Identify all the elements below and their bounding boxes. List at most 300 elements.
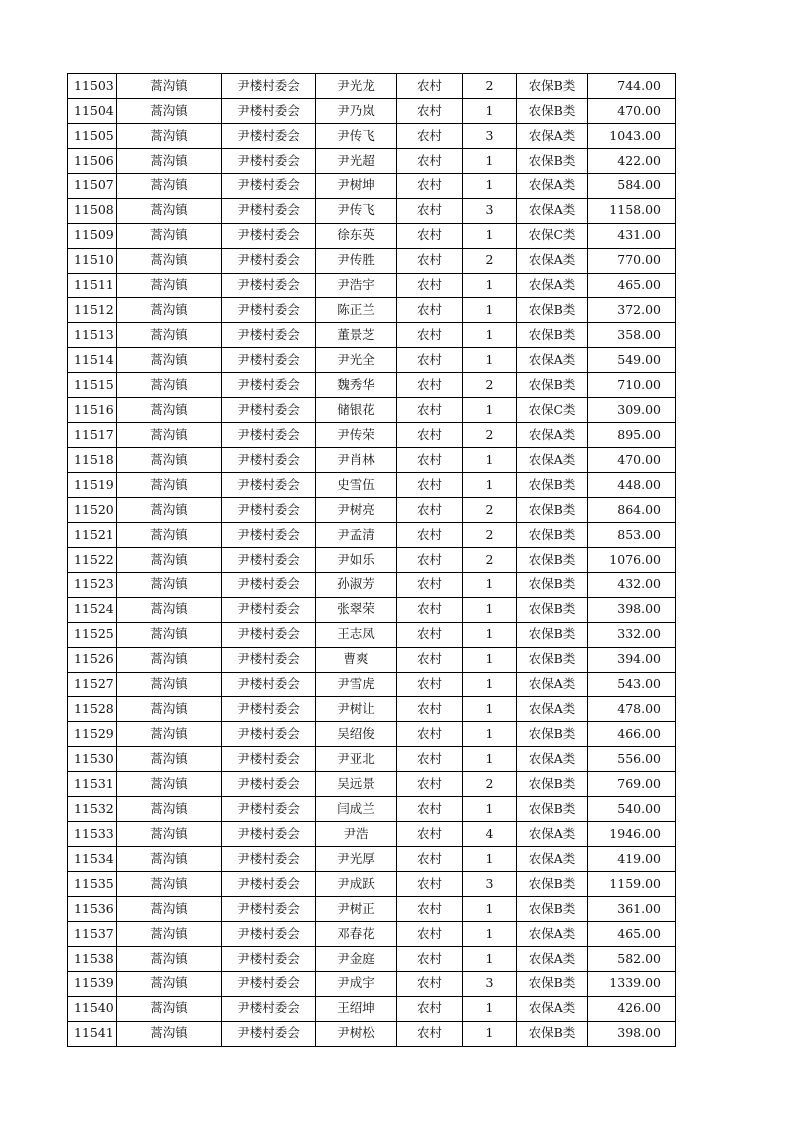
serial-number-cell: 11537 [68, 921, 117, 946]
household-size-cell: 3 [463, 123, 517, 148]
household-size-cell: 1 [463, 996, 517, 1021]
name-cell: 闫成兰 [316, 797, 397, 822]
serial-number-cell: 11509 [68, 223, 117, 248]
insurance-category-cell: 农保B类 [517, 323, 588, 348]
name-cell: 尹乃岚 [316, 98, 397, 123]
amount-cell: 582.00 [588, 946, 676, 971]
household-type-cell: 农村 [397, 747, 463, 772]
table-row [68, 148, 676, 173]
insurance-category-cell: 农保A类 [517, 173, 588, 198]
household-type-cell: 农村 [397, 473, 463, 498]
town-cell: 蒿沟镇 [117, 996, 222, 1021]
village-committee-cell: 尹楼村委会 [222, 348, 316, 373]
serial-number-cell: 11519 [68, 473, 117, 498]
table-row [68, 622, 676, 647]
insurance-category-cell: 农保A类 [517, 946, 588, 971]
village-committee-cell: 尹楼村委会 [222, 497, 316, 522]
amount-cell: 1076.00 [588, 547, 676, 572]
table-row [68, 772, 676, 797]
name-cell: 尹孟清 [316, 522, 397, 547]
table-row [68, 398, 676, 423]
village-committee-cell: 尹楼村委会 [222, 847, 316, 872]
town-cell: 蒿沟镇 [117, 198, 222, 223]
household-type-cell: 农村 [397, 547, 463, 572]
amount-cell: 540.00 [588, 797, 676, 822]
household-type-cell: 农村 [397, 148, 463, 173]
amount-cell: 584.00 [588, 173, 676, 198]
insurance-category-cell: 农保B类 [517, 497, 588, 522]
household-size-cell: 1 [463, 697, 517, 722]
insurance-category-cell: 农保B类 [517, 74, 588, 99]
household-size-cell: 1 [463, 797, 517, 822]
insurance-category-cell: 农保B类 [517, 522, 588, 547]
village-committee-cell: 尹楼村委会 [222, 148, 316, 173]
table-row [68, 672, 676, 697]
village-committee-cell: 尹楼村委会 [222, 797, 316, 822]
household-type-cell: 农村 [397, 722, 463, 747]
insurance-category-cell: 农保A类 [517, 248, 588, 273]
serial-number-cell: 11513 [68, 323, 117, 348]
table-row [68, 497, 676, 522]
serial-number-cell: 11506 [68, 148, 117, 173]
village-committee-cell: 尹楼村委会 [222, 572, 316, 597]
insurance-category-cell: 农保B类 [517, 971, 588, 996]
name-cell: 尹树正 [316, 896, 397, 921]
table-row [68, 373, 676, 398]
table-row [68, 273, 676, 298]
village-committee-cell: 尹楼村委会 [222, 722, 316, 747]
serial-number-cell: 11515 [68, 373, 117, 398]
village-committee-cell: 尹楼村委会 [222, 772, 316, 797]
household-size-cell: 1 [463, 722, 517, 747]
name-cell: 尹光龙 [316, 74, 397, 99]
household-type-cell: 农村 [397, 223, 463, 248]
amount-cell: 1159.00 [588, 872, 676, 897]
household-size-cell: 1 [463, 173, 517, 198]
household-size-cell: 2 [463, 74, 517, 99]
name-cell: 董景芝 [316, 323, 397, 348]
serial-number-cell: 11520 [68, 497, 117, 522]
town-cell: 蒿沟镇 [117, 473, 222, 498]
name-cell: 徐东英 [316, 223, 397, 248]
household-size-cell: 2 [463, 423, 517, 448]
village-committee-cell: 尹楼村委会 [222, 1021, 316, 1046]
name-cell: 尹树松 [316, 1021, 397, 1046]
amount-cell: 895.00 [588, 423, 676, 448]
insurance-category-cell: 农保B类 [517, 373, 588, 398]
name-cell: 尹传飞 [316, 198, 397, 223]
amount-cell: 1946.00 [588, 822, 676, 847]
village-committee-cell: 尹楼村委会 [222, 223, 316, 248]
name-cell: 尹雪虎 [316, 672, 397, 697]
household-size-cell: 1 [463, 273, 517, 298]
town-cell: 蒿沟镇 [117, 248, 222, 273]
table-row [68, 647, 676, 672]
town-cell: 蒿沟镇 [117, 797, 222, 822]
town-cell: 蒿沟镇 [117, 946, 222, 971]
name-cell: 尹成跃 [316, 872, 397, 897]
table-row [68, 946, 676, 971]
table-row [68, 722, 676, 747]
village-committee-cell: 尹楼村委会 [222, 996, 316, 1021]
serial-number-cell: 11504 [68, 98, 117, 123]
serial-number-cell: 11530 [68, 747, 117, 772]
insurance-category-cell: 农保B类 [517, 148, 588, 173]
name-cell: 尹肖林 [316, 448, 397, 473]
town-cell: 蒿沟镇 [117, 672, 222, 697]
serial-number-cell: 11512 [68, 298, 117, 323]
town-cell: 蒿沟镇 [117, 148, 222, 173]
town-cell: 蒿沟镇 [117, 896, 222, 921]
insurance-category-cell: 农保A类 [517, 348, 588, 373]
village-committee-cell: 尹楼村委会 [222, 672, 316, 697]
insurance-category-cell: 农保B类 [517, 597, 588, 622]
household-type-cell: 农村 [397, 198, 463, 223]
table-row [68, 847, 676, 872]
amount-cell: 465.00 [588, 273, 676, 298]
amount-cell: 448.00 [588, 473, 676, 498]
serial-number-cell: 11531 [68, 772, 117, 797]
town-cell: 蒿沟镇 [117, 921, 222, 946]
table-row [68, 996, 676, 1021]
village-committee-cell: 尹楼村委会 [222, 373, 316, 398]
name-cell: 尹光厚 [316, 847, 397, 872]
table-row [68, 522, 676, 547]
household-type-cell: 农村 [397, 123, 463, 148]
household-type-cell: 农村 [397, 497, 463, 522]
town-cell: 蒿沟镇 [117, 597, 222, 622]
household-type-cell: 农村 [397, 173, 463, 198]
serial-number-cell: 11540 [68, 996, 117, 1021]
serial-number-cell: 11526 [68, 647, 117, 672]
serial-number-cell: 11539 [68, 971, 117, 996]
insurance-category-cell: 农保B类 [517, 896, 588, 921]
village-committee-cell: 尹楼村委会 [222, 971, 316, 996]
household-type-cell: 农村 [397, 572, 463, 597]
table-row [68, 423, 676, 448]
village-committee-cell: 尹楼村委会 [222, 522, 316, 547]
insurance-category-cell: 农保B类 [517, 622, 588, 647]
amount-cell: 556.00 [588, 747, 676, 772]
village-committee-cell: 尹楼村委会 [222, 173, 316, 198]
town-cell: 蒿沟镇 [117, 772, 222, 797]
table-row [68, 223, 676, 248]
serial-number-cell: 11525 [68, 622, 117, 647]
name-cell: 吴远景 [316, 772, 397, 797]
household-size-cell: 3 [463, 198, 517, 223]
insurance-category-cell: 农保A类 [517, 697, 588, 722]
name-cell: 张翠荣 [316, 597, 397, 622]
town-cell: 蒿沟镇 [117, 123, 222, 148]
amount-cell: 426.00 [588, 996, 676, 1021]
household-type-cell: 农村 [397, 797, 463, 822]
name-cell: 邓春花 [316, 921, 397, 946]
household-type-cell: 农村 [397, 248, 463, 273]
name-cell: 尹传胜 [316, 248, 397, 273]
town-cell: 蒿沟镇 [117, 872, 222, 897]
town-cell: 蒿沟镇 [117, 847, 222, 872]
household-size-cell: 1 [463, 747, 517, 772]
town-cell: 蒿沟镇 [117, 497, 222, 522]
village-committee-cell: 尹楼村委会 [222, 123, 316, 148]
town-cell: 蒿沟镇 [117, 398, 222, 423]
household-size-cell: 1 [463, 348, 517, 373]
household-size-cell: 2 [463, 373, 517, 398]
insurance-category-cell: 农保C类 [517, 223, 588, 248]
amount-cell: 744.00 [588, 74, 676, 99]
amount-cell: 372.00 [588, 298, 676, 323]
table-row [68, 697, 676, 722]
village-committee-cell: 尹楼村委会 [222, 697, 316, 722]
serial-number-cell: 11510 [68, 248, 117, 273]
amount-cell: 465.00 [588, 921, 676, 946]
town-cell: 蒿沟镇 [117, 647, 222, 672]
serial-number-cell: 11516 [68, 398, 117, 423]
household-type-cell: 农村 [397, 1021, 463, 1046]
household-type-cell: 农村 [397, 323, 463, 348]
insurance-category-cell: 农保B类 [517, 1021, 588, 1046]
household-size-cell: 1 [463, 448, 517, 473]
insurance-category-cell: 农保B类 [517, 872, 588, 897]
household-size-cell: 2 [463, 772, 517, 797]
table-row [68, 348, 676, 373]
household-type-cell: 农村 [397, 946, 463, 971]
insurance-category-cell: 农保A类 [517, 847, 588, 872]
table-body [68, 74, 676, 1047]
table-row [68, 198, 676, 223]
insurance-category-cell: 农保B类 [517, 473, 588, 498]
household-size-cell: 1 [463, 323, 517, 348]
amount-cell: 466.00 [588, 722, 676, 747]
town-cell: 蒿沟镇 [117, 448, 222, 473]
town-cell: 蒿沟镇 [117, 74, 222, 99]
amount-cell: 1339.00 [588, 971, 676, 996]
serial-number-cell: 11541 [68, 1021, 117, 1046]
serial-number-cell: 11518 [68, 448, 117, 473]
village-committee-cell: 尹楼村委会 [222, 473, 316, 498]
household-size-cell: 1 [463, 672, 517, 697]
name-cell: 尹如乐 [316, 547, 397, 572]
beneficiary-table [67, 73, 676, 1047]
household-size-cell: 1 [463, 896, 517, 921]
amount-cell: 332.00 [588, 622, 676, 647]
household-type-cell: 农村 [397, 847, 463, 872]
table-row [68, 547, 676, 572]
household-type-cell: 农村 [397, 448, 463, 473]
village-committee-cell: 尹楼村委会 [222, 747, 316, 772]
serial-number-cell: 11514 [68, 348, 117, 373]
household-size-cell: 4 [463, 822, 517, 847]
name-cell: 曹爽 [316, 647, 397, 672]
household-size-cell: 1 [463, 946, 517, 971]
table-row [68, 74, 676, 99]
table-row [68, 872, 676, 897]
insurance-category-cell: 农保A类 [517, 921, 588, 946]
serial-number-cell: 11524 [68, 597, 117, 622]
household-type-cell: 农村 [397, 373, 463, 398]
insurance-category-cell: 农保B类 [517, 797, 588, 822]
household-size-cell: 2 [463, 248, 517, 273]
amount-cell: 309.00 [588, 398, 676, 423]
household-size-cell: 1 [463, 98, 517, 123]
serial-number-cell: 11523 [68, 572, 117, 597]
amount-cell: 770.00 [588, 248, 676, 273]
name-cell: 尹树坤 [316, 173, 397, 198]
table-row [68, 971, 676, 996]
table-row [68, 572, 676, 597]
table-row [68, 298, 676, 323]
amount-cell: 1158.00 [588, 198, 676, 223]
amount-cell: 432.00 [588, 572, 676, 597]
household-type-cell: 农村 [397, 398, 463, 423]
serial-number-cell: 11521 [68, 522, 117, 547]
name-cell: 尹成宇 [316, 971, 397, 996]
name-cell: 吴绍俊 [316, 722, 397, 747]
serial-number-cell: 11536 [68, 896, 117, 921]
village-committee-cell: 尹楼村委会 [222, 248, 316, 273]
household-size-cell: 1 [463, 647, 517, 672]
serial-number-cell: 11503 [68, 74, 117, 99]
household-type-cell: 农村 [397, 522, 463, 547]
table-row [68, 896, 676, 921]
town-cell: 蒿沟镇 [117, 298, 222, 323]
insurance-category-cell: 农保A类 [517, 273, 588, 298]
village-committee-cell: 尹楼村委会 [222, 647, 316, 672]
amount-cell: 431.00 [588, 223, 676, 248]
serial-number-cell: 11529 [68, 722, 117, 747]
village-committee-cell: 尹楼村委会 [222, 822, 316, 847]
village-committee-cell: 尹楼村委会 [222, 547, 316, 572]
village-committee-cell: 尹楼村委会 [222, 273, 316, 298]
household-size-cell: 1 [463, 572, 517, 597]
name-cell: 尹浩 [316, 822, 397, 847]
village-committee-cell: 尹楼村委会 [222, 622, 316, 647]
village-committee-cell: 尹楼村委会 [222, 448, 316, 473]
insurance-category-cell: 农保A类 [517, 747, 588, 772]
amount-cell: 419.00 [588, 847, 676, 872]
name-cell: 尹光全 [316, 348, 397, 373]
town-cell: 蒿沟镇 [117, 323, 222, 348]
name-cell: 王绍坤 [316, 996, 397, 1021]
table-row [68, 323, 676, 348]
village-committee-cell: 尹楼村委会 [222, 298, 316, 323]
household-type-cell: 农村 [397, 74, 463, 99]
serial-number-cell: 11508 [68, 198, 117, 223]
town-cell: 蒿沟镇 [117, 572, 222, 597]
name-cell: 王志凤 [316, 622, 397, 647]
town-cell: 蒿沟镇 [117, 547, 222, 572]
town-cell: 蒿沟镇 [117, 173, 222, 198]
table-row [68, 173, 676, 198]
insurance-category-cell: 农保B类 [517, 572, 588, 597]
table-row [68, 797, 676, 822]
household-size-cell: 1 [463, 148, 517, 173]
table-row [68, 921, 676, 946]
village-committee-cell: 尹楼村委会 [222, 323, 316, 348]
household-size-cell: 1 [463, 1021, 517, 1046]
household-size-cell: 1 [463, 398, 517, 423]
amount-cell: 398.00 [588, 1021, 676, 1046]
household-type-cell: 农村 [397, 672, 463, 697]
name-cell: 史雪伍 [316, 473, 397, 498]
town-cell: 蒿沟镇 [117, 971, 222, 996]
name-cell: 尹树亮 [316, 497, 397, 522]
name-cell: 孙淑芳 [316, 572, 397, 597]
insurance-category-cell: 农保B类 [517, 772, 588, 797]
village-committee-cell: 尹楼村委会 [222, 921, 316, 946]
household-type-cell: 农村 [397, 822, 463, 847]
village-committee-cell: 尹楼村委会 [222, 74, 316, 99]
town-cell: 蒿沟镇 [117, 223, 222, 248]
town-cell: 蒿沟镇 [117, 722, 222, 747]
name-cell: 储银花 [316, 398, 397, 423]
household-size-cell: 1 [463, 223, 517, 248]
serial-number-cell: 11507 [68, 173, 117, 198]
insurance-category-cell: 农保A类 [517, 672, 588, 697]
amount-cell: 422.00 [588, 148, 676, 173]
insurance-category-cell: 农保B类 [517, 647, 588, 672]
household-type-cell: 农村 [397, 622, 463, 647]
amount-cell: 358.00 [588, 323, 676, 348]
household-size-cell: 1 [463, 473, 517, 498]
village-committee-cell: 尹楼村委会 [222, 872, 316, 897]
amount-cell: 361.00 [588, 896, 676, 921]
table-row [68, 822, 676, 847]
insurance-category-cell: 农保B类 [517, 722, 588, 747]
table-row [68, 98, 676, 123]
serial-number-cell: 11534 [68, 847, 117, 872]
household-type-cell: 农村 [397, 921, 463, 946]
insurance-category-cell: 农保A类 [517, 123, 588, 148]
name-cell: 尹浩宇 [316, 273, 397, 298]
amount-cell: 543.00 [588, 672, 676, 697]
village-committee-cell: 尹楼村委会 [222, 423, 316, 448]
name-cell: 尹传飞 [316, 123, 397, 148]
table-row [68, 1021, 676, 1046]
serial-number-cell: 11532 [68, 797, 117, 822]
town-cell: 蒿沟镇 [117, 522, 222, 547]
name-cell: 陈正兰 [316, 298, 397, 323]
amount-cell: 478.00 [588, 697, 676, 722]
serial-number-cell: 11522 [68, 547, 117, 572]
name-cell: 尹光超 [316, 148, 397, 173]
amount-cell: 470.00 [588, 448, 676, 473]
name-cell: 魏秀华 [316, 373, 397, 398]
village-committee-cell: 尹楼村委会 [222, 398, 316, 423]
table-row [68, 248, 676, 273]
name-cell: 尹传荣 [316, 423, 397, 448]
insurance-category-cell: 农保A类 [517, 822, 588, 847]
household-type-cell: 农村 [397, 298, 463, 323]
amount-cell: 549.00 [588, 348, 676, 373]
insurance-category-cell: 农保A类 [517, 448, 588, 473]
household-size-cell: 3 [463, 872, 517, 897]
insurance-category-cell: 农保A类 [517, 423, 588, 448]
amount-cell: 1043.00 [588, 123, 676, 148]
household-size-cell: 2 [463, 547, 517, 572]
household-size-cell: 2 [463, 497, 517, 522]
household-type-cell: 农村 [397, 971, 463, 996]
household-type-cell: 农村 [397, 896, 463, 921]
town-cell: 蒿沟镇 [117, 747, 222, 772]
amount-cell: 864.00 [588, 497, 676, 522]
town-cell: 蒿沟镇 [117, 348, 222, 373]
household-size-cell: 1 [463, 298, 517, 323]
household-type-cell: 农村 [397, 772, 463, 797]
insurance-category-cell: 农保B类 [517, 298, 588, 323]
village-committee-cell: 尹楼村委会 [222, 198, 316, 223]
insurance-category-cell: 农保C类 [517, 398, 588, 423]
